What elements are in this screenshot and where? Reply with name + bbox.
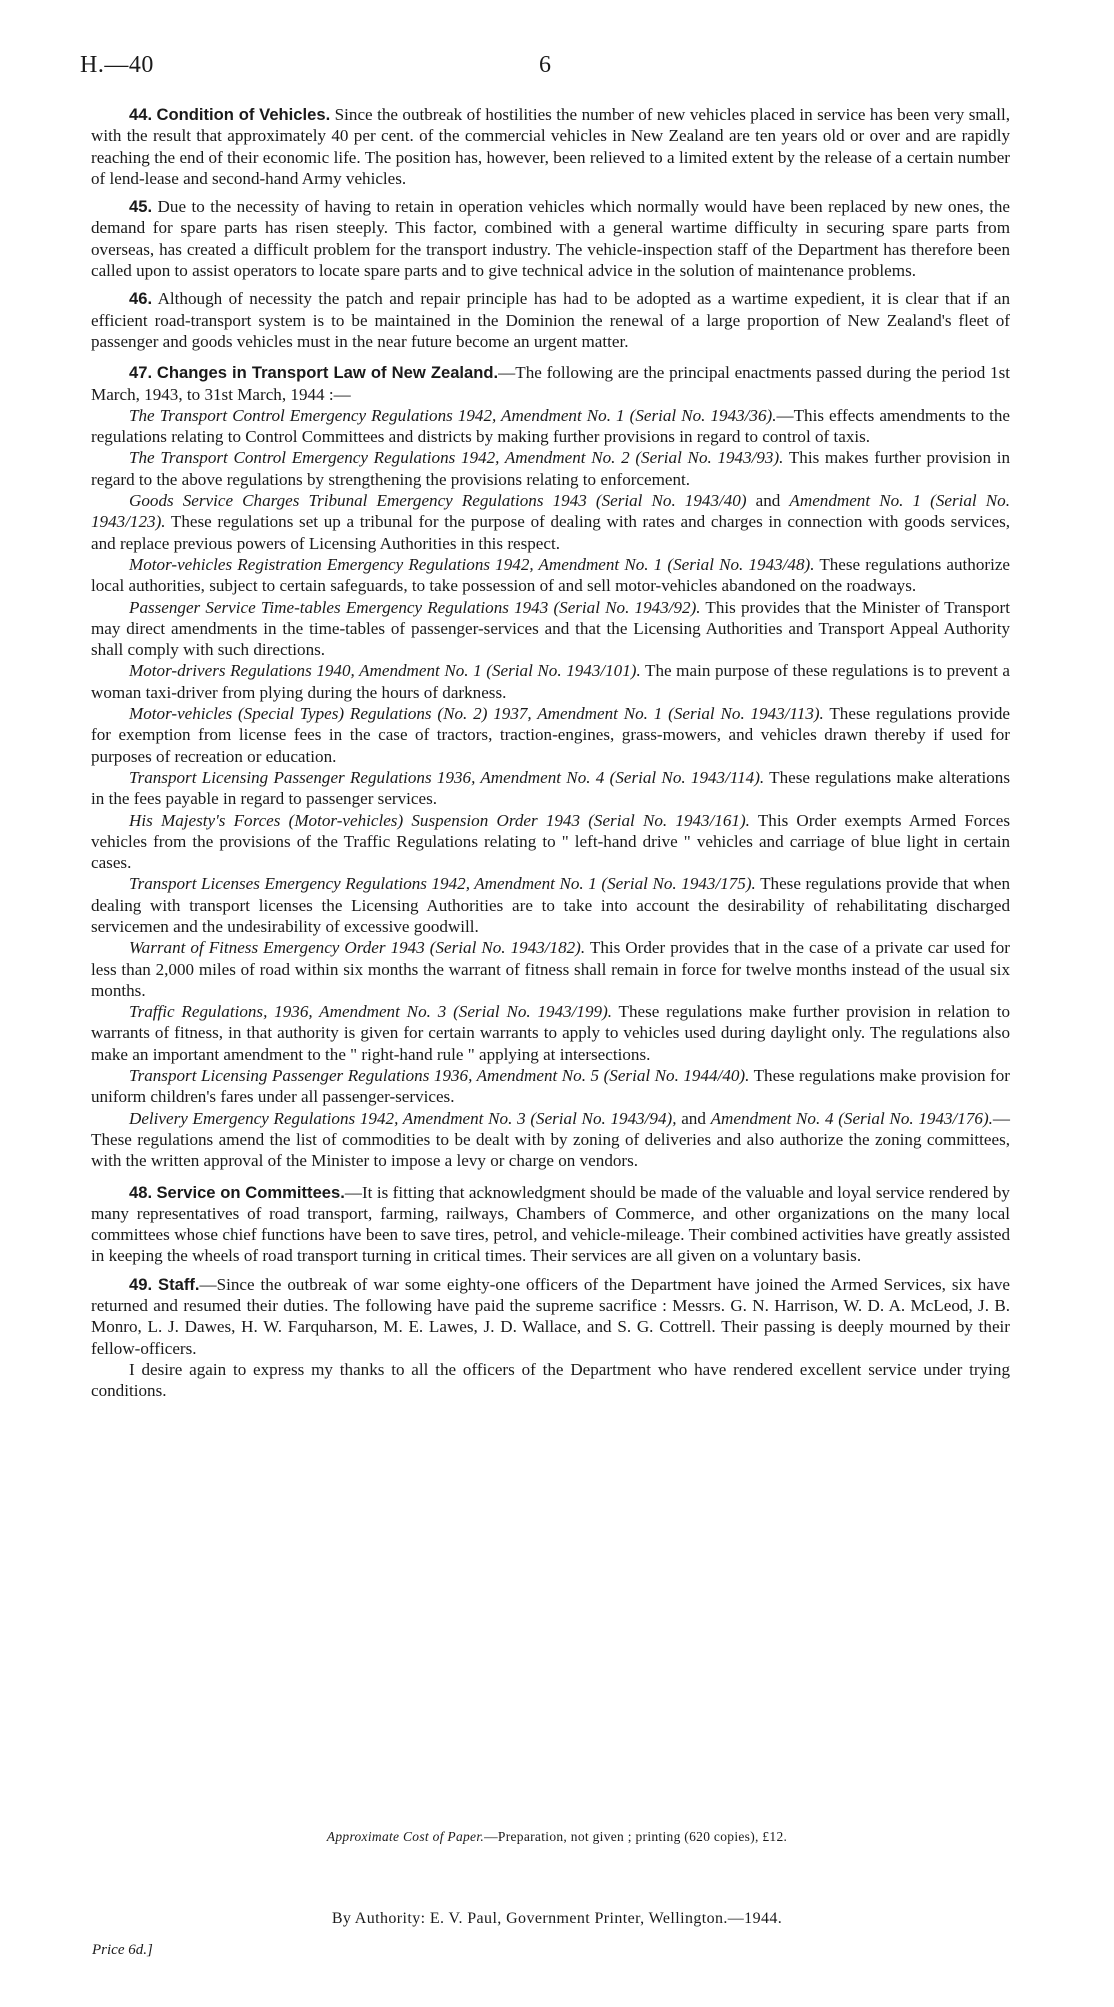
paragraph-45	[91, 196, 1010, 281]
enactment-title: Motor-vehicles (Special Types) Regulations (No. 2) 1937, Amendment No. 1 (Serial No. 1943/113).	[129, 704, 824, 724]
enactment-title: Goods Service Charges Tribunal Emergency Regulations 1943 (Serial No. 1943/40)	[129, 491, 747, 511]
enactment-text: These regulations make alterations in the fees payable in regard to passenger services.	[91, 767, 1010, 809]
enactment-text: These regulations make further provision in relation to warrants of fitness, in that authority is given for certain warrants to apply to vehicles used during daylight only. The regulations also make an important amendment to the " right-hand rule " applying at intersections.	[91, 1002, 1010, 1064]
paragraph-number: 44.	[129, 105, 153, 124]
enactment-text: These regulations provide for exemption from license fees in the case of tractors, traction-engines, grass-mowers, and vehicles drawn thereby if used for purposes of recreation or education.	[91, 704, 1011, 766]
paragraph-48	[91, 1182, 1010, 1267]
paragraph-heading: Condition of Vehicles.	[156, 105, 331, 124]
paragraph-text: —It is fitting that acknowledgment should be made of the valuable and loyal service rendered by many representatives of road transport, farming, railways, Chambers of Commerce, and other organizations on the many local committees whose chief functions have been to save tires, petrol, and vehicle-mileage. Their combined activities have greatly assisted in keeping the wheels of road transport turning in critical times. Their services are all given on a voluntary basis.	[91, 1182, 1010, 1266]
enactment-text: This provides that the Minister of Transport may direct amendments in the time-tables of passenger-services and that the Licensing Authorities and Transport Appeal Authority shall comply with such directions.	[91, 597, 1010, 660]
enactment-item	[91, 1065, 1010, 1108]
paragraph-44	[91, 104, 1010, 189]
enactment-item	[91, 767, 1010, 810]
enactment-text: The main purpose of these regulations is to prevent a woman taxi-driver from plying during the hours of darkness.	[91, 661, 1011, 702]
enactment-item	[91, 405, 1010, 448]
page-number: 6	[539, 52, 551, 78]
enactment-text: This Order provides that in the case of a private car used for less than 2,000 miles of road within six months the warrant of fitness shall remain in force for twelve months instead of the usual six months.	[91, 938, 1010, 1000]
paragraph-text: —Since the outbreak of war some eighty-one officers of the Department have joined the Armed Services, six have returned and resumed their duties. The following have paid the supreme sacrifice : Messrs. G. N. Harrison, W. D. A. McLeod, J. B. Monro, L. J. Dawes, H. W. Farquharson, M. E. Lawes, J. D. Wallace, and S. G. Cottrell. Their passing is deeply mourned by their fellow-officers.	[91, 1274, 1010, 1358]
paragraph-49	[91, 1274, 1010, 1359]
enactment-title: Motor-vehicles Registration Emergency Regulations 1942, Amendment No. 1 (Serial No. 1943/48).	[129, 554, 815, 574]
enactment-title: His Majesty's Forces (Motor-vehicles) Suspension Order 1943 (Serial No. 1943/161).	[129, 810, 750, 830]
enactment-item	[91, 554, 1010, 597]
enactment-item	[91, 1108, 1010, 1172]
paragraph-heading: Changes in Transport Law of New Zealand.	[156, 363, 499, 383]
enactment-text: —This effects amendments to the regulations relating to Control Committees and districts by making further provisions in regard to control of taxis.	[91, 405, 1011, 447]
enactment-text: These regulations make provision for uniform children's fares under all passenger-services.	[91, 1066, 1010, 1107]
enactment-title: Warrant of Fitness Emergency Order 1943 (Serial No. 1943/182).	[129, 938, 586, 958]
enactment-item	[91, 660, 1010, 703]
cost-footnote	[0, 1829, 1114, 1845]
enactment-title: Transport Licenses Emergency Regulations 1942, Amendment No. 1 (Serial No. 1943/175).	[129, 874, 756, 894]
enactment-joiner: and	[746, 491, 790, 511]
enactment-joiner: and	[676, 1108, 711, 1128]
enactment-item	[91, 597, 1010, 661]
page-header	[80, 52, 1010, 82]
enactment-item	[91, 937, 1010, 1001]
enactment-title: The Transport Control Emergency Regulations 1942, Amendment No. 1 (Serial No. 1943/36).	[129, 405, 777, 425]
paragraph-47	[91, 362, 1010, 405]
enactment-item	[91, 703, 1010, 767]
paragraph-number: 47.	[129, 363, 153, 383]
document-body	[91, 104, 1010, 1402]
enactment-text: This Order exempts Armed Forces vehicles from the provisions of the Traffic Regulations relating to " left-hand drive " vehicles and carriage of blue light in certain cases.	[91, 810, 1010, 873]
enactment-title: The Transport Control Emergency Regulations 1942, Amendment No. 2 (Serial No. 1943/93).	[129, 448, 784, 468]
paragraph-number: 48.	[129, 1182, 153, 1202]
enactment-text: This makes further provision in regard to the above regulations by strengthening the provisions relating to enforcement.	[91, 448, 1011, 489]
enactment-title: Passenger Service Time-tables Emergency Regulations 1943 (Serial No. 1943/92).	[129, 597, 701, 617]
enactment-item	[91, 1001, 1010, 1065]
enactment-text: These regulations provide that when dealing with transport licenses the Licensing Authorities are to take into account the desirability of rehabilitating discharged servicemen and the undesirability of excessive goodwill.	[91, 874, 1011, 936]
enactment-item	[91, 490, 1010, 554]
paragraph-text: Although of necessity the patch and repair principle has had to be adopted as a wartime expedient, it is clear that if an efficient road-transport system is to be maintained in the Dominion the renewal of a large proportion of New Zealand's fleet of passenger and goods vehicles must in the near future become an urgent matter.	[91, 289, 1010, 351]
enactment-title-2: Amendment No. 4 (Serial No. 1943/176).	[710, 1108, 993, 1128]
paragraph-text: Due to the necessity of having to retain in operation vehicles which normally would have been replaced by new ones, the demand for spare parts has risen steeply. This factor, combined with a general wartime difficulty in securing spare parts from overseas, has created a difficult problem for the transport industry. The vehicle-inspection staff of the Department has therefore been called upon to assist operators to locate spare parts and to give technical advice in the solution of maintenance problems.	[91, 197, 1010, 281]
paragraph-heading: Staff.	[158, 1274, 200, 1294]
enactment-item	[91, 873, 1010, 937]
paragraph-heading: Service on Committees.	[156, 1182, 345, 1202]
cost-label: Approximate Cost of Paper.	[326, 1829, 485, 1844]
enactment-item	[91, 447, 1010, 490]
paragraph-46	[91, 288, 1010, 352]
document-reference: H.—40	[80, 52, 154, 78]
paragraph-text: —The following are the principal enactments passed during the period 1st March, 1943, to 31st March, 1944 :—	[91, 363, 1010, 404]
paragraph-number: 46.	[129, 289, 153, 309]
price-note: Price 6d.]	[92, 1942, 153, 1958]
enactment-text: These regulations authorize local authorities, subject to certain safeguards, to take possession of and sell motor-vehicles abandoned on the roadways.	[91, 554, 1010, 596]
enactment-title-2: Amendment No. 1 (Serial No. 1943/123).	[91, 491, 1010, 532]
enactment-text: These regulations set up a tribunal for the purpose of dealing with rates and charges in connection with goods services, and replace previous powers of Licensing Authorities in this respect.	[91, 512, 1010, 553]
paragraph-text: Since the outbreak of hostilities the number of new vehicles placed in service has been very small, with the result that approximately 40 per cent. of the commercial vehicles in New Zealand are ten years old or over and are rapidly reaching the end of their economic life. The position has, however, been relieved to a limited extent by the release of a certain number of lend-lease and second-hand Army vehicles.	[91, 105, 1011, 188]
printer-imprint: By Authority: E. V. Paul, Government Printer, Wellington.—1944.	[331, 1910, 783, 1927]
enactment-title: Transport Licensing Passenger Regulations 1936, Amendment No. 5 (Serial No. 1944/40).	[129, 1066, 750, 1086]
enactment-text: —These regulations amend the list of commodities to be dealt with by zoning of deliveries and also authorize the zoning committees, with the written approval of the Minister to impose a levy or charge on vendors.	[91, 1108, 1010, 1171]
closing-paragraph	[91, 1359, 1010, 1402]
paragraph-number: 45.	[129, 197, 153, 217]
paragraph-number: 49.	[129, 1274, 153, 1294]
cost-text: —Preparation, not given ; printing (620 copies), £12.	[484, 1829, 788, 1844]
enactment-item	[91, 810, 1010, 874]
enactment-title: Motor-drivers Regulations 1940, Amendment No. 1 (Serial No. 1943/101).	[129, 661, 641, 681]
enactment-title: Traffic Regulations, 1936, Amendment No. 3 (Serial No. 1943/199).	[129, 1002, 613, 1022]
enactment-title: Delivery Emergency Regulations 1942, Amendment No. 3 (Serial No. 1943/94),	[129, 1108, 677, 1128]
enactment-title: Transport Licensing Passenger Regulations 1936, Amendment No. 4 (Serial No. 1943/114).	[129, 767, 765, 787]
paragraph-text: I desire again to express my thanks to all the officers of the Department who have rendered excellent service under trying conditions.	[91, 1359, 1010, 1401]
